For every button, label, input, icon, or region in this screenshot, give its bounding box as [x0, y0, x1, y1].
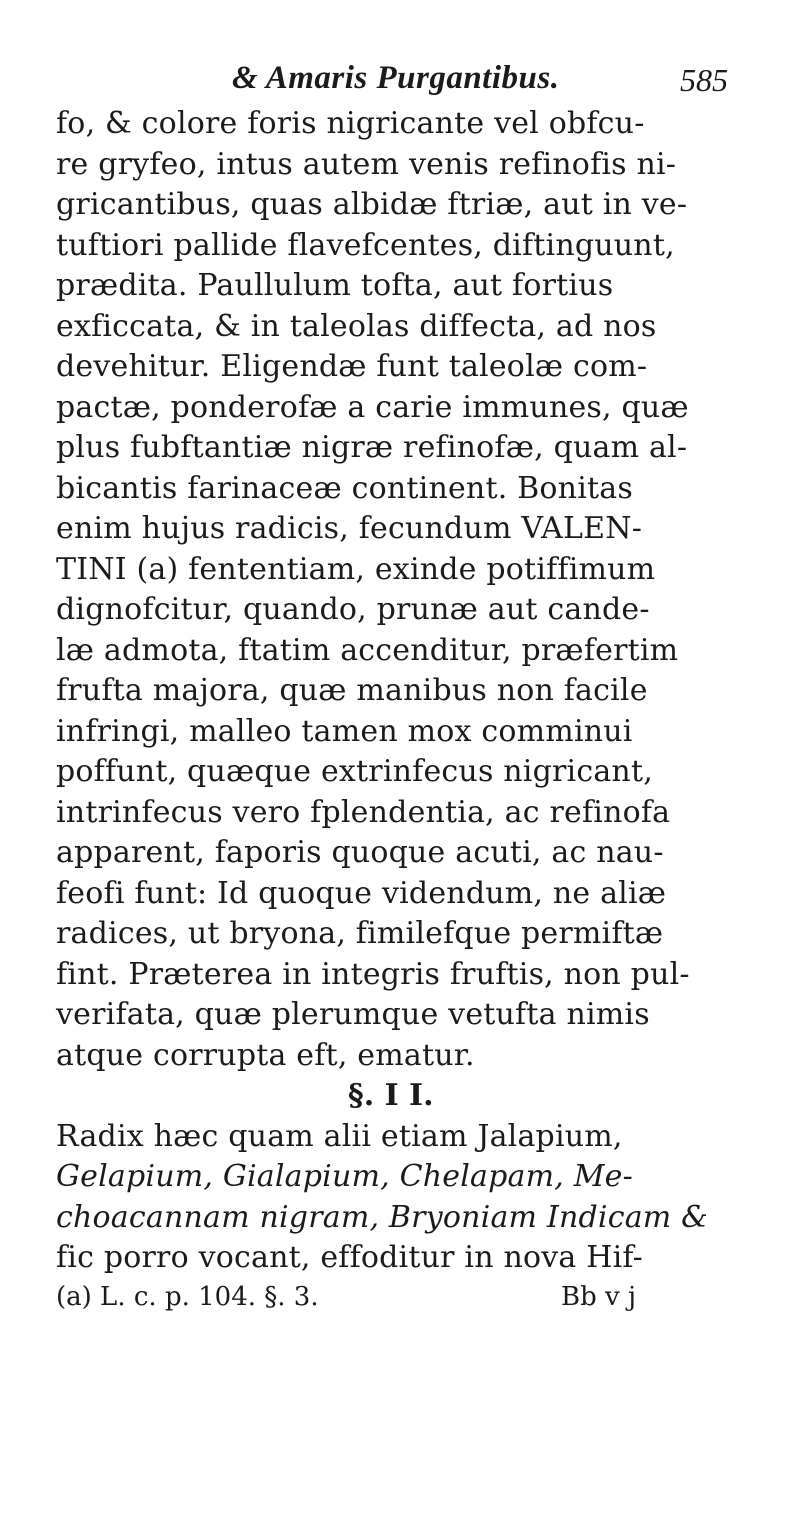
text-line: enim hujus radicis, fecundum VALEN-: [56, 511, 643, 546]
text-line: pactæ, ponderofæ a carie immunes, quæ: [56, 389, 689, 425]
text-line: apparent, faporis quoque acuti, ac nau-: [56, 835, 664, 870]
text-line: verifata, quæ plerumque vetufta nimis: [56, 997, 650, 1032]
text-line: TINI (a) fententiam, exinde potiffimum: [56, 551, 656, 587]
text-line: Gelapium, Gialapium, Chelapam, Me-: [56, 1159, 633, 1194]
page-number: 585: [680, 62, 728, 98]
running-head: & Amaris Purgantibus.: [232, 60, 560, 96]
text-line: gricantibus, quas albidæ ftriæ, aut in ve-: [56, 187, 688, 222]
text-line: fo, & colore foris nigricante vel obfcu-: [56, 106, 645, 141]
footnote-row: [56, 1279, 776, 1315]
text-line: infringi, malleo tamen mox comminui: [56, 713, 633, 749]
text-line: intrinfecus vero fplendentia, ac refinofa: [56, 794, 671, 830]
text-line: choacannam nigram, Bryoniam Indicam &: [56, 1199, 709, 1235]
text-line: poffunt, quæque extrinfecus nigricant,: [56, 754, 653, 789]
text-line: læ admota, ftatim accenditur, præfertim: [56, 632, 679, 668]
text-line: prædita. Paullulum tofta, aut fortius: [56, 268, 614, 303]
text-line: re gryfeo, intus autem venis refinofis ni-: [56, 146, 677, 182]
text-line: tuftiori pallide flavefcentes, diftinguunt,: [56, 227, 675, 263]
text-line: devehitur. Eligendæ funt taleolæ com-: [56, 349, 648, 384]
text-line: feofi funt: Id quoque videndum, ne aliæ: [56, 875, 667, 911]
section-heading: §. I I.: [348, 1078, 434, 1113]
text-line: fint. Præterea in integris fruftis, non pul-: [56, 956, 690, 992]
text-line: dignofcitur, quando, prunæ aut cande-: [56, 592, 650, 627]
footnote: (a) L. c. p. 104. §. 3.: [56, 1281, 319, 1312]
signature-mark: Bb v j: [561, 1281, 637, 1312]
text-line: frufta majora, quæ manibus non facile: [56, 673, 648, 708]
text-line: plus fubftantiæ nigræ refinofæ, quam al-: [56, 430, 688, 465]
text-line: exficcata, & in taleolas diffecta, ad nos: [56, 308, 657, 344]
text-line: bicantis farinaceæ continent. Bonitas: [56, 470, 633, 506]
text-line: radices, ut bryona, fimilefque permiftæ: [56, 916, 664, 951]
body-text: [56, 104, 776, 1315]
text-line: atque corrupta eft, ematur.: [56, 1037, 475, 1073]
text-line: fic porro vocant, effoditur in nova Hif-: [56, 1240, 643, 1275]
page-header: [0, 60, 800, 104]
text-line: Radix hæc quam alii etiam Jalapium,: [56, 1118, 623, 1154]
